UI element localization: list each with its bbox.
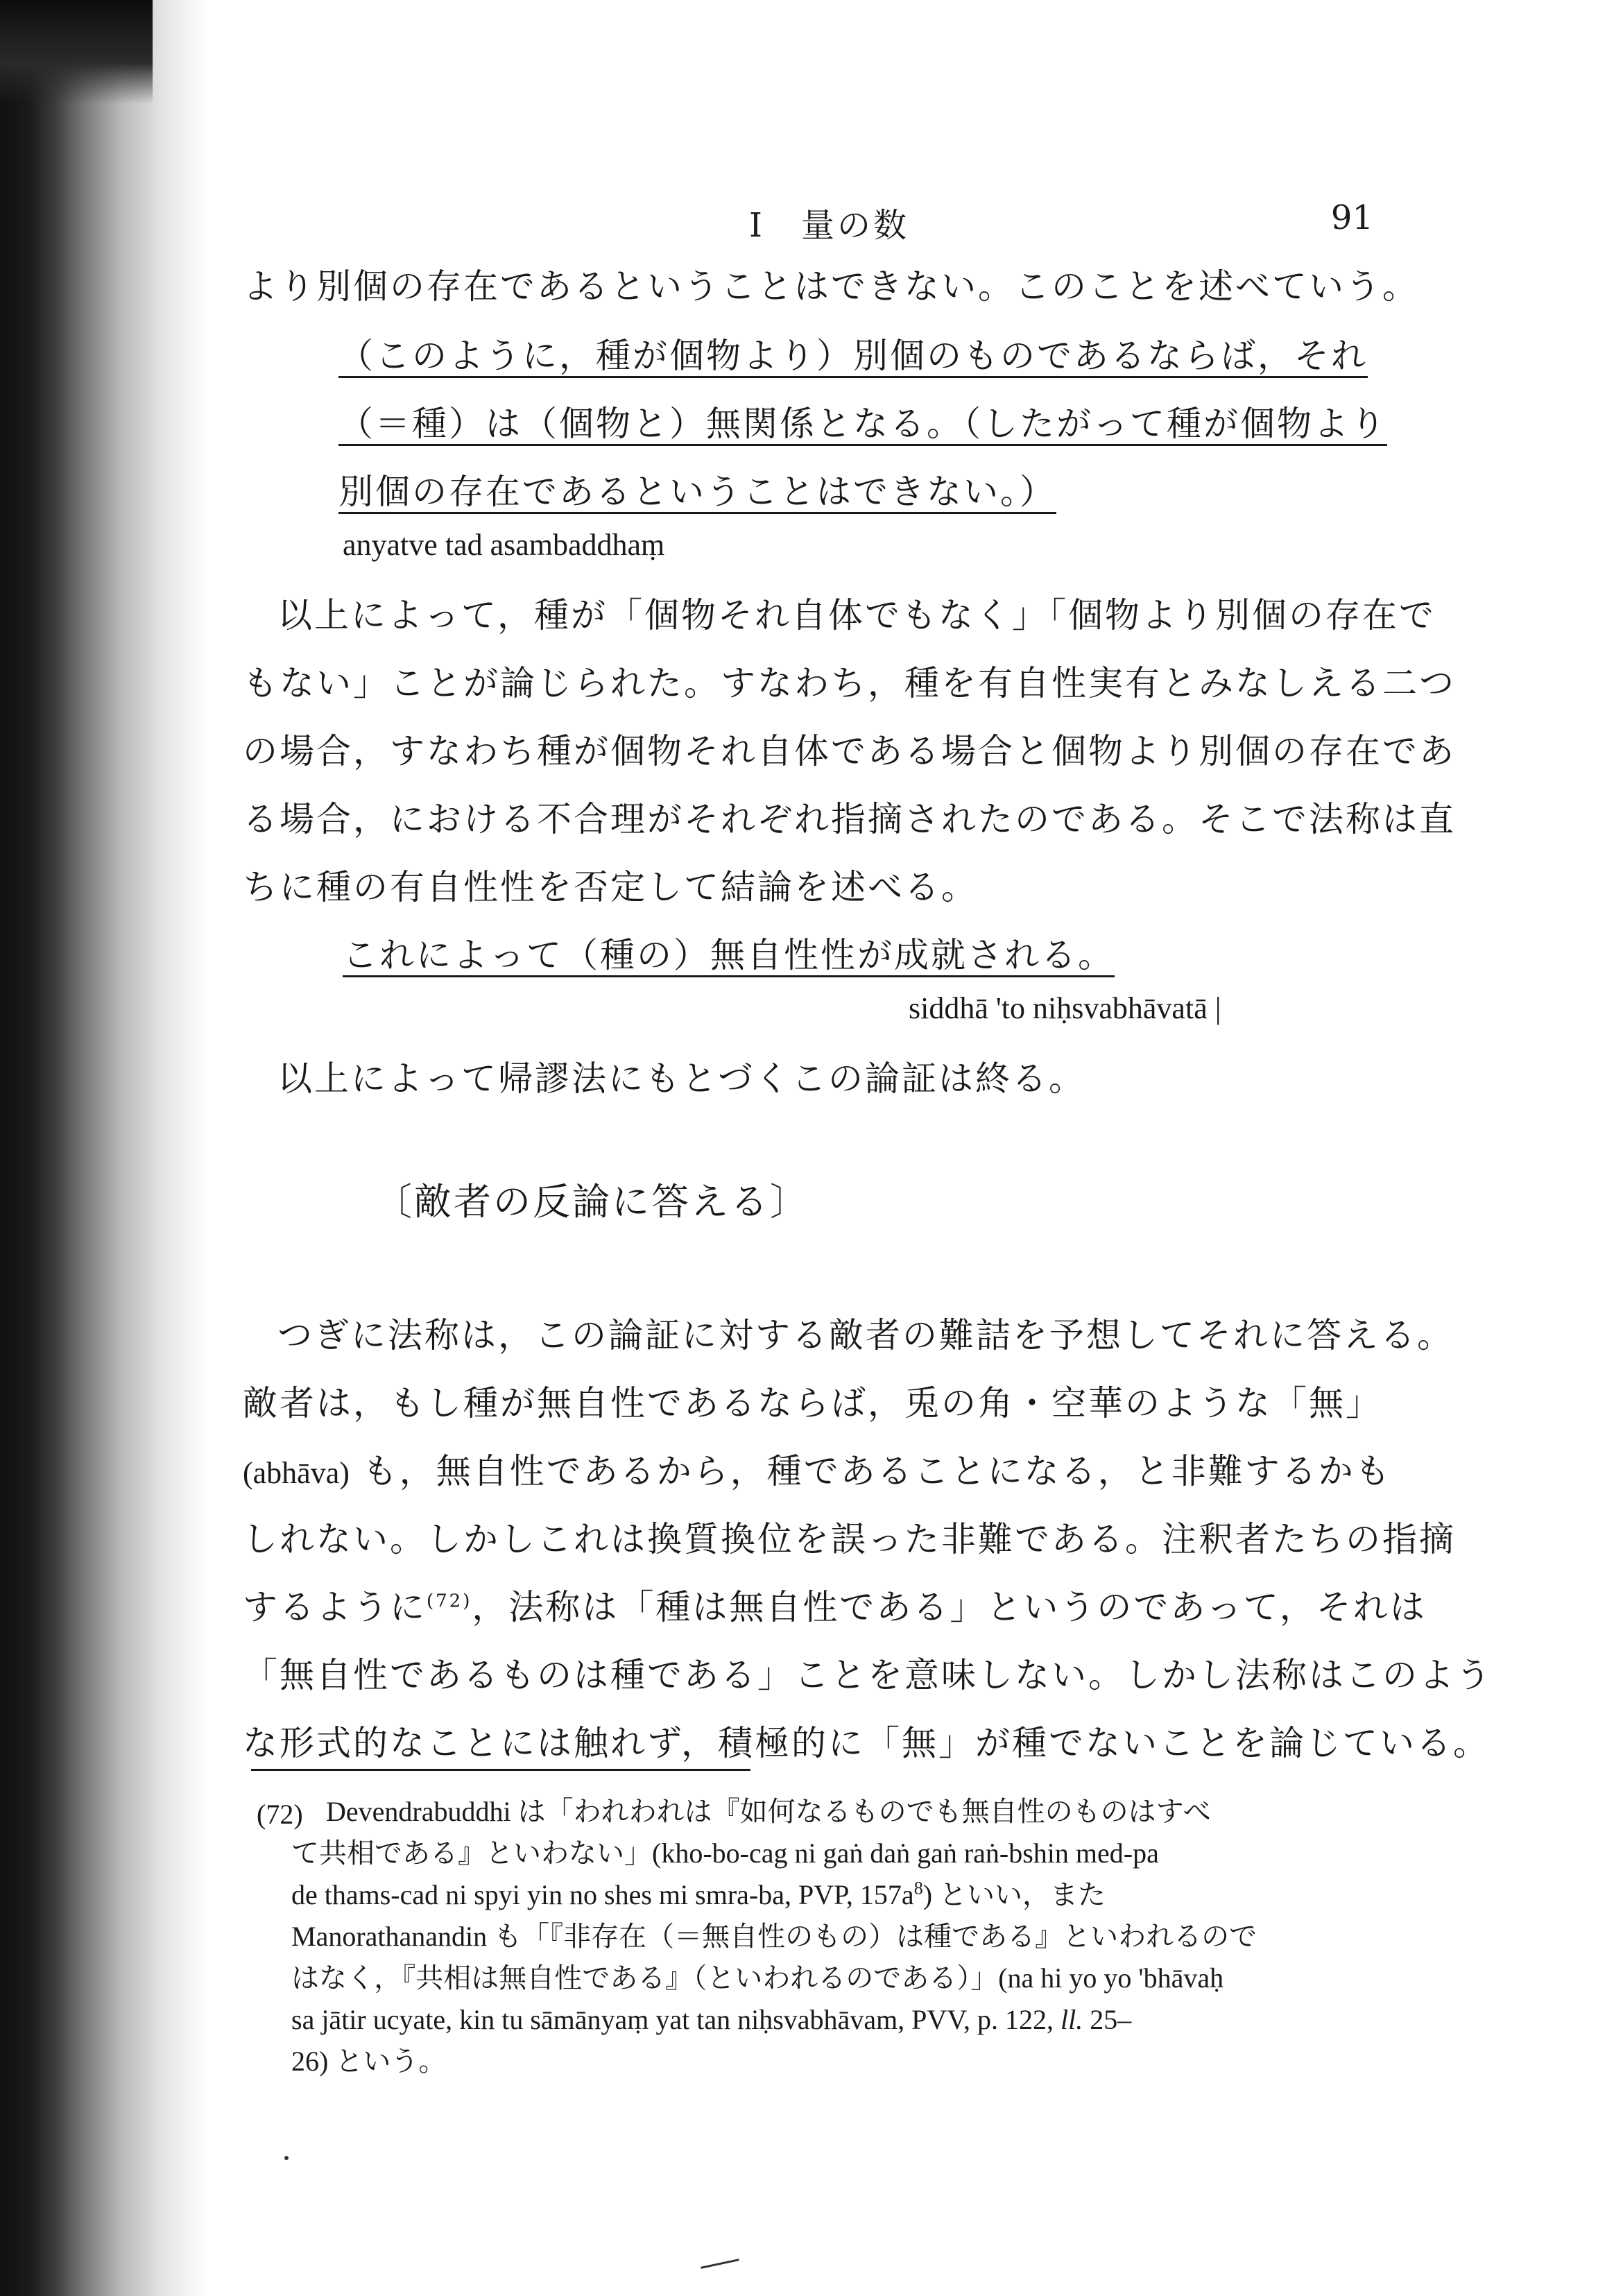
body-line: る場合，における不合理がそれぞれ指摘されたのである。そこで法称は直 [243,799,1456,839]
term-abhava: (abhāva) [243,1456,350,1490]
footnote-line: はなく，『共相は無自性である』（といわれるのである）」(na hi yo yo 'bhāvaḥ [291,1962,1224,1994]
footnote-line: て共相である』といわない」(kho-bo-cag ni gaṅ daṅ gaṅ raṅ-bshin med-pa [291,1837,1159,1869]
footnote-line [291,1878,1106,1910]
body-line: 以上によって，種が「個物それ自体でもなく」「個物より別個の存在で [277,595,1436,635]
page-header [236,198,1373,247]
footnote-text: de thams-cad ni spyi yin no shes mi smra-ba, PVP, 157a [291,1879,914,1910]
footnote-text: 25– [1090,2004,1132,2035]
footnote-line: 26) という。 [291,2046,447,2077]
footnote-line: Devendrabuddhi は「われわれは『如何なるものでも無自性のものはすべ [326,1796,1211,1827]
footnote-number: (72) [257,1799,303,1830]
scan-mark [701,2259,739,2269]
folio-superscript: 8 [913,1878,923,1899]
body-text: も，無自性であるから，種であることになる，と非難するかも [362,1451,1392,1491]
book-spine-shadow [0,0,208,2296]
body-line: ちに種の有自性性を否定して結論を述べる。 [243,867,978,907]
body-line: しれない。しかしこれは換質換位を誤った非難である。注釈者たちの指摘 [243,1519,1456,1559]
footnote-line: Manorathanandin も「『非存在（＝無自性のもの）は種である』といわれるので [291,1921,1257,1952]
quote-line: これによって（種の）無自性性が成就される。 [343,935,1115,975]
body-line: もない」ことが論じられた。すなわち，種を有自性実有とみなしえる二つ [243,663,1456,703]
quote-line: （このように，種が個物より）別個のものであるならば，それ [338,336,1368,376]
body-line: 以上によって帰謬法にもとづくこの論証は終る。 [277,1059,1085,1099]
body-text: するように [243,1587,427,1627]
body-line [243,1587,1427,1627]
sanskrit-verse: anyatve tad asambaddhaṃ [343,528,665,562]
section-heading: 〔敵者の反論に答える〕 [375,1180,809,1224]
body-line: つぎに法称は，この論証に対する敵者の難詰を予想してそれに答える。 [277,1315,1454,1355]
body-line: 敵者は，もし種が無自性であるならば，兎の角・空華のような「無」 [243,1383,1382,1423]
body-line [243,1451,1392,1491]
footnote-ref: (72) [427,1591,472,1612]
sanskrit-verse: siddhā 'to niḥsvabhāvatā | [909,991,1221,1025]
book-corner-shadow [0,0,153,104]
footnote-divider [251,1769,750,1771]
body-line: な形式的なことには触れず，積極的に「無」が種でないことを論じている。 [243,1723,1490,1763]
footnote-line [291,2006,1131,2034]
quote-line: 別個の存在であるということはできない。） [338,472,1056,512]
quote-line: （＝種）は（個物と）無関係となる。（したがって種が個物より [338,404,1387,444]
scan-speck [284,2156,289,2160]
footnote-text: sa jātir ucyate, kin tu sāmānyaṃ yat tan niḥsvabhāvam, PVV, p. 122, [291,2004,1054,2035]
footnote-text-italic: ll. [1060,2004,1083,2035]
running-title: I 量の数 [749,206,909,245]
body-line: の場合，すなわち種が個物それ自体である場合と個物より別個の存在であ [243,731,1456,771]
body-line: 「無自性であるものは種である」ことを意味しない。しかし法称はこのよう [243,1655,1493,1695]
body-line: より別個の存在であるということはできない。このことを述べていう。 [243,266,1419,307]
page-number: 91 [1330,198,1373,237]
body-text: ，法称は「種は無自性である」というのであって，それは [472,1587,1427,1627]
footnote-text: ) といい，また [922,1879,1106,1910]
